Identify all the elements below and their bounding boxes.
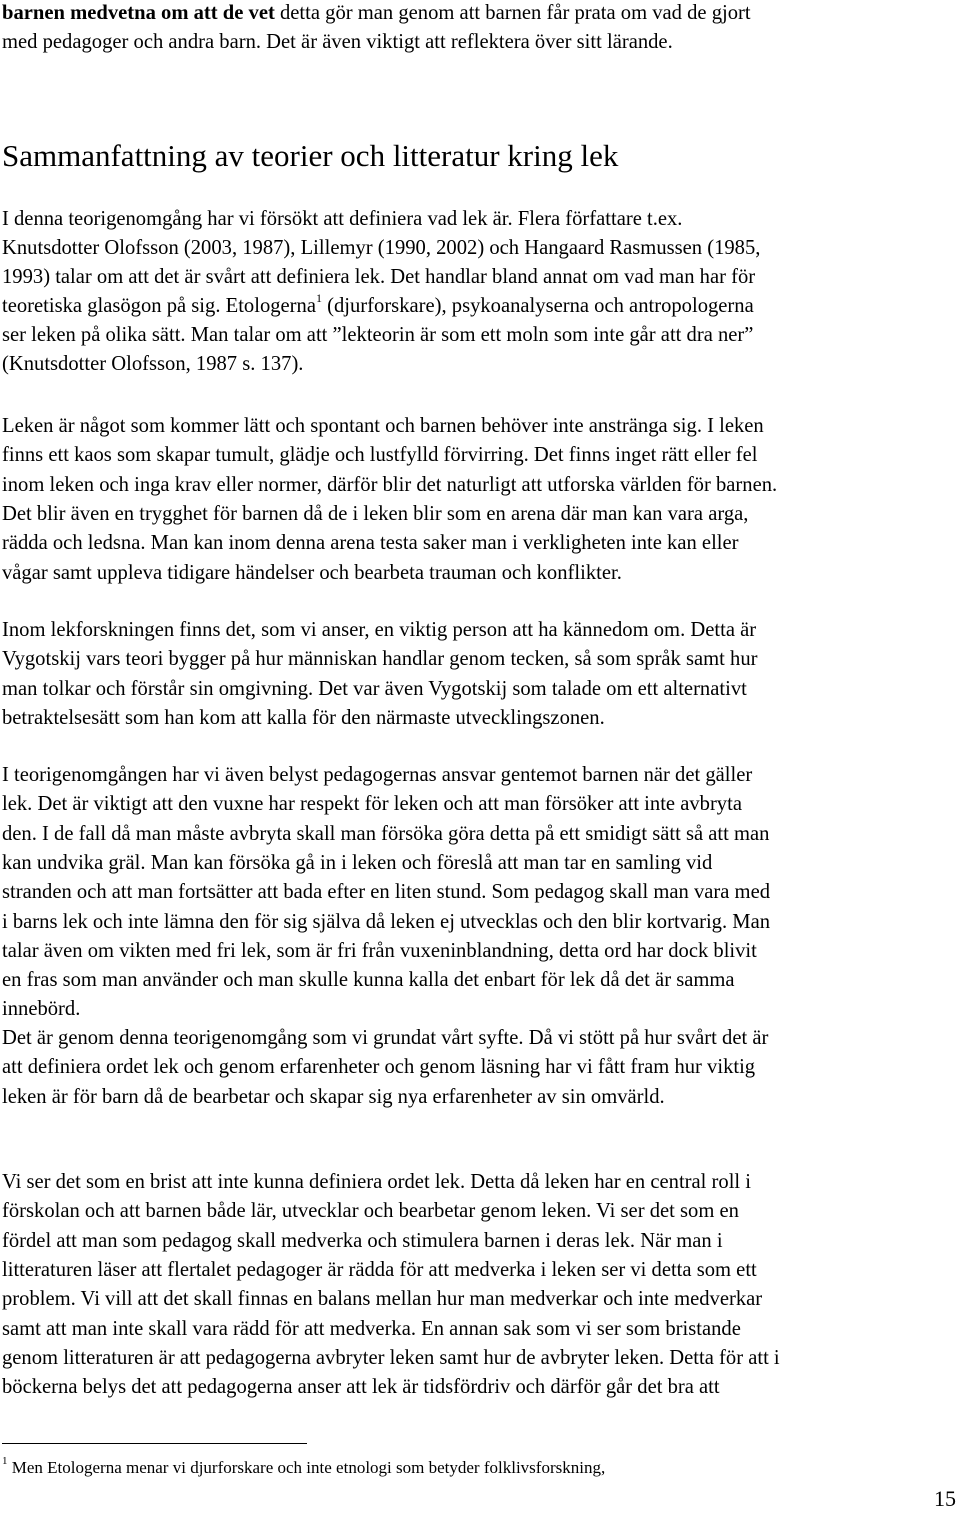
footnote-ref[interactable]: 1 [315, 291, 322, 306]
footnote-separator [2, 1443, 307, 1444]
p6-line: fördel att man som pedagog skall medverka och stimulera barnen i deras lek. När man i [2, 1229, 723, 1252]
footnote [2, 1456, 605, 1480]
section-heading: Sammanfattning av teorier och litteratur kring lek [2, 138, 619, 173]
intro-bold-lead: barnen medvetna om att de vet [2, 2, 275, 24]
p4-line: stranden och att man fortsätter att bada efter en liten stund. Som pedagog skall man vara med [2, 881, 771, 904]
p6-line: problem. Vi vill att det skall finnas en balans mellan hur man medverkar och inte medverkar [2, 1288, 763, 1311]
intro-line-1 [2, 0, 751, 28]
p4-line: talar även om vikten med fri lek, som är fri från vuxeninblandning, detta ord har dock blivit [2, 939, 757, 962]
p2-line: inom leken och inga krav eller normer, därför blir det naturligt att utforska världen för barnen. [2, 473, 778, 496]
p1-line: 1993) talar om att det är svårt att definiera lek. Det handlar bland annat om vad man har för [2, 266, 756, 288]
p1-line: Knutsdotter Olofsson (2003, 1987), Lillemyr (1990, 2002) och Hangaard Rasmussen (1985, [2, 237, 761, 259]
p1-line-footnote-ref [2, 292, 754, 321]
p1-text: (djurforskare), psykoanalyserna och antropologerna [321, 295, 754, 317]
p4-line: I teorigenomgången har vi även belyst pedagogernas ansvar gentemot barnen när det gäller [2, 764, 753, 786]
p3-line: betraktelsesätt som han kom att kalla för den närmaste utvecklingszonen. [2, 706, 605, 729]
footnote-marker: 1 [2, 1455, 8, 1468]
p6-line: böckerna belys det att pedagogerna anser att lek är tidsfördriv och därför går det bra att [2, 1376, 720, 1399]
p3-line: Vygotskij vars teori bygger på hur människan handlar genom tecken, så som språk samt hur [2, 648, 758, 671]
p6-line: genom litteraturen är att pedagogerna avbryter leken samt hur de avbryter leken. Detta för att i [2, 1346, 780, 1369]
p2-line: Leken är något som kommer lätt och spontant och barnen behöver inte anstränga sig. I leken [2, 415, 764, 437]
intro-line-2: med pedagoger och andra barn. Det är även viktigt att reflektera över sitt lärande. [2, 31, 673, 53]
p4-line: i barns lek och inte lämna den för sig själva då leken ej utvecklas och den blir kortvarig. Man [2, 910, 771, 933]
p1-text: teoretiska glasögon på sig. Etologerna [2, 295, 316, 317]
p1-line: (Knutsdotter Olofsson, 1987 s. 137). [2, 353, 304, 375]
p4-line: kan undvika gräl. Man kan försöka gå in i leken och föreslå att man tar en samling vid [2, 851, 713, 874]
p5-line: leken är för barn då de bearbetar och skapar sig nya erfarenheter av sin omvärld. [2, 1085, 665, 1108]
p2-line: Det blir även en trygghet för barnen då de i leken blir som en arena där man kan vara arga, [2, 502, 749, 525]
p6-line: förskolan och att barnen både lär, utvecklar och bearbetar genom leken. Vi ser det som en [2, 1200, 739, 1223]
p2-line: rädda och ledsna. Man kan inom denna arena testa saker man i verkligheten inte kan eller [2, 532, 739, 555]
p6-line: Vi ser det som en brist att inte kunna definiera ordet lek. Detta då leken har en central roll i [2, 1171, 752, 1193]
intro-line-1-rest: detta gör man genom att barnen får prata om vad de gjort [274, 2, 751, 24]
p4-line: innebörd. [2, 998, 81, 1021]
p2-line: vågar samt uppleva tidigare händelser och bearbeta trauman och konflikter. [2, 561, 622, 584]
footnote-text: Men Etologerna menar vi djurforskare och inte etnologi som betyder folklivsforskning, [7, 1458, 606, 1477]
page-number: 15 [934, 1486, 956, 1511]
p6-line: samt att man inte skall vara rädd för att medverka. En annan sak som vi ser som bristande [2, 1317, 741, 1340]
p5-line: Det är genom denna teorigenomgång som vi grundat vårt syfte. Då vi stött på hur svårt det är [2, 1027, 769, 1049]
p1-line: I denna teorigenomgång har vi försökt att definiera vad lek är. Flera författare t.ex. [2, 208, 683, 230]
p4-line: en fras som man använder och man skulle kunna kalla det enbart för lek då det är samma [2, 969, 735, 992]
p2-line: finns ett kaos som skapar tumult, glädje och lustfylld förvirring. Det finns inget rätt eller fel [2, 444, 758, 467]
p3-line: man tolkar och förstår sin omgivning. Det var även Vygotskij som talade om ett alternativt [2, 677, 747, 700]
p4-line: lek. Det är viktigt att den vuxne har respekt för leken och att man försöker att inte avbryta [2, 793, 742, 816]
p6-line: litteraturen läser att flertalet pedagoger är rädda för att medverka i leken ser vi detta som ett [2, 1258, 757, 1281]
p4-line: den. I de fall då man måste avbryta skall man försöka göra detta på ett smidigt sätt så att man [2, 822, 770, 845]
p3-line: Inom lekforskningen finns det, som vi anser, en viktig person att ha kännedom om. Detta är [2, 619, 757, 641]
p5-line: att definiera ordet lek och genom erfarenheter och genom läsning har vi fått fram hur viktig [2, 1056, 756, 1079]
p1-line: ser leken på olika sätt. Man talar om att ”lekteorin är som ett moln som inte går att dra ner” [2, 324, 754, 346]
